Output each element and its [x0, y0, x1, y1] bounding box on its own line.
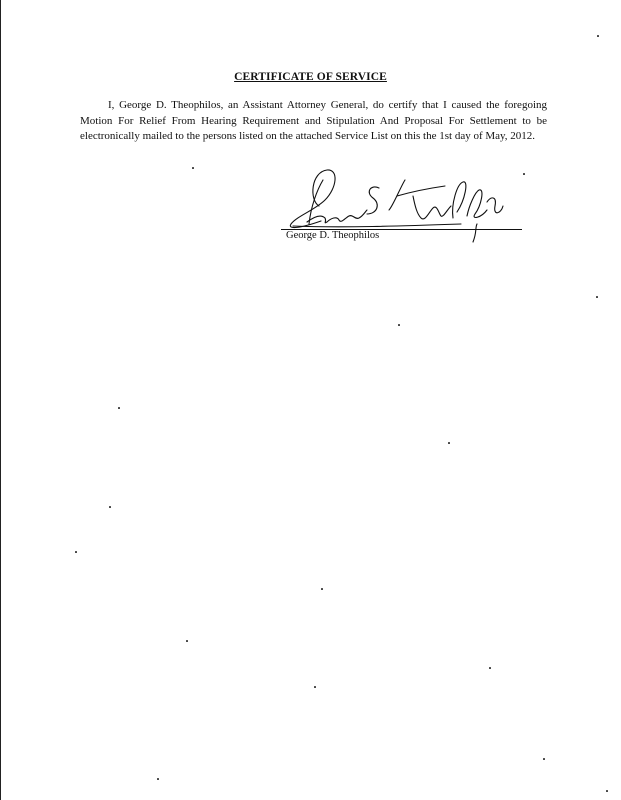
scan-speck [543, 758, 545, 760]
scan-speck [109, 506, 111, 508]
scan-speck [321, 588, 323, 590]
scan-speck [157, 778, 159, 780]
signer-name: George D. Theophilos [286, 230, 380, 241]
page-left-edge [0, 0, 1, 800]
document-title: CERTIFICATE OF SERVICE [234, 71, 387, 83]
scan-speck [596, 296, 598, 298]
scan-speck [523, 173, 525, 175]
signature-block [281, 166, 531, 256]
scan-speck [186, 640, 188, 642]
certification-paragraph: I, George D. Theophilos, an Assistant Attorney General, do certify that I caused the foregoing Motion For Relief From Hearing Requirement and Stipulation And Proposal For Settlement to be electronically mailed to the persons listed on the attached Service List on this the 1st day of May, 2012. [80, 99, 547, 142]
scan-speck [448, 442, 450, 444]
scan-speck [314, 686, 316, 688]
scan-speck [75, 551, 77, 553]
scan-speck [489, 667, 491, 669]
scan-speck [606, 790, 608, 792]
scan-speck [192, 167, 194, 169]
scan-speck [597, 35, 599, 37]
scan-speck [118, 407, 120, 409]
scan-speck [398, 324, 400, 326]
